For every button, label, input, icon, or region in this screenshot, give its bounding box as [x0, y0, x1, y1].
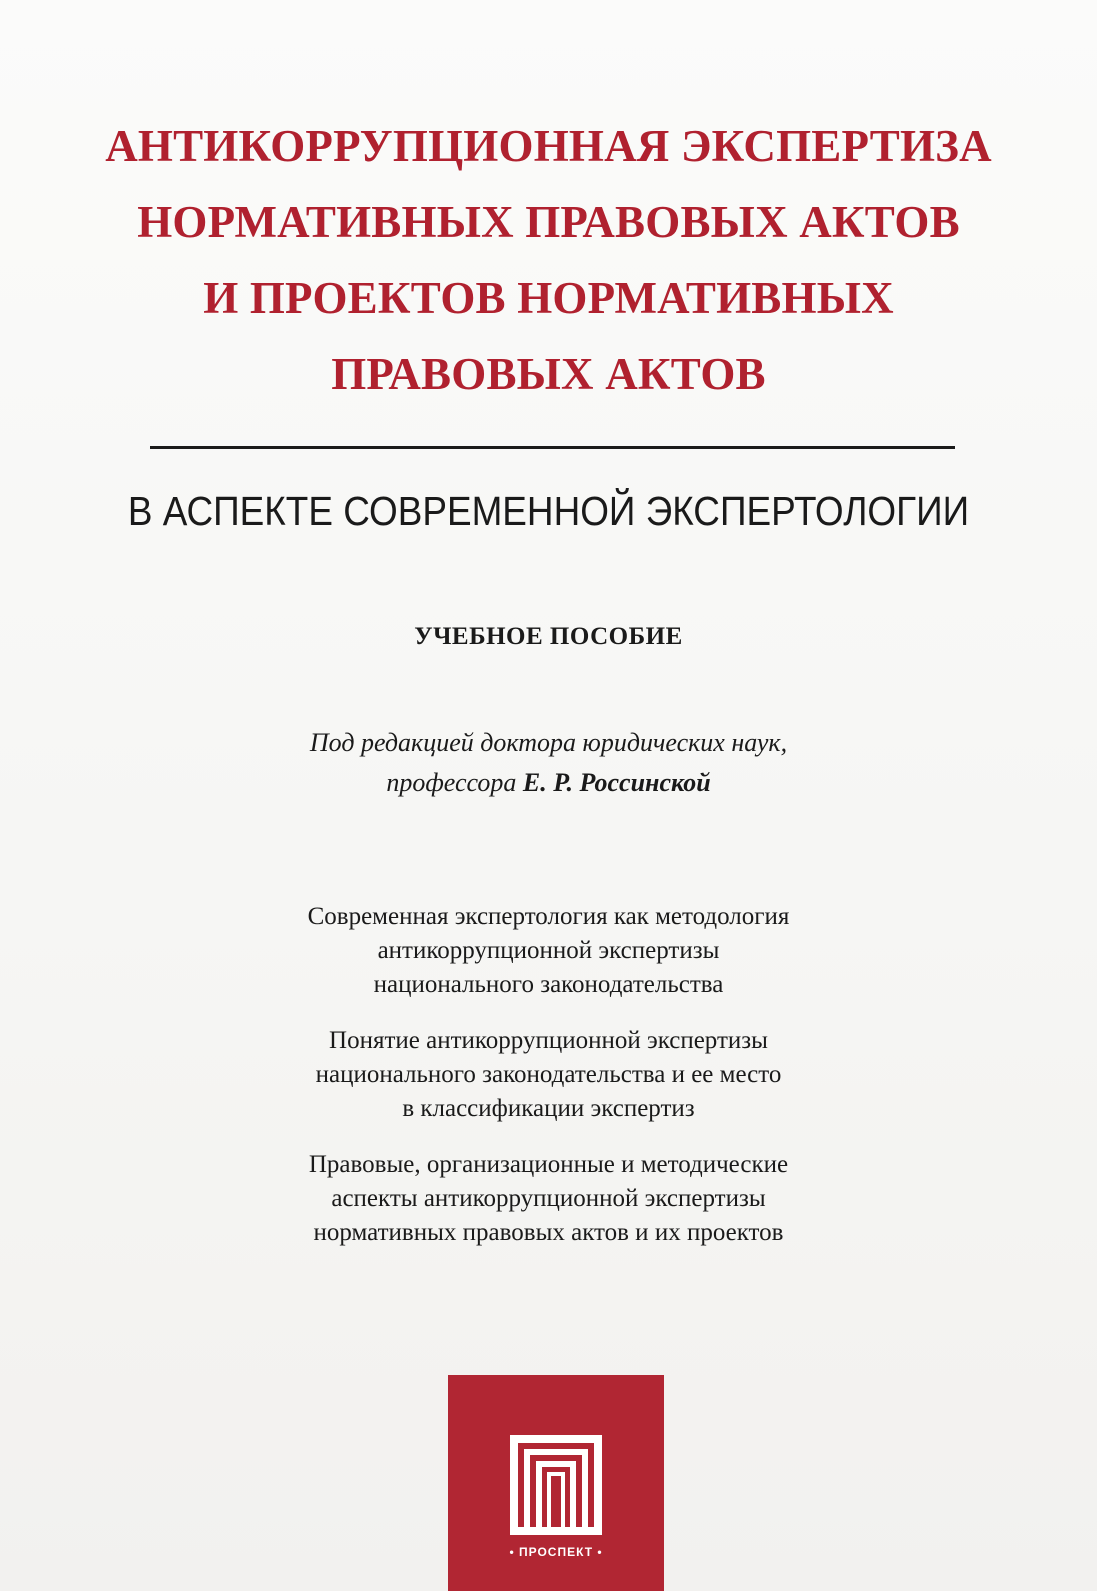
editor-title: профессора	[386, 768, 517, 797]
book-genre: УЧЕБНОЕ ПОСОБИЕ	[414, 623, 683, 650]
title-divider	[150, 446, 955, 449]
publisher-name: • ПРОСПЕКТ •	[509, 1545, 603, 1559]
topic-line: национального законодательства	[373, 971, 724, 998]
topic-line: аспекты антикоррупционной экспертизы	[331, 1185, 766, 1212]
topic-line: Понятие антикоррупционной экспертизы	[329, 1027, 768, 1054]
title-line-2: НОРМАТИВНЫХ ПРАВОВЫХ АКТОВ	[137, 197, 960, 247]
editor-name: Е. Р. Россинской	[522, 768, 711, 797]
topic-item	[60, 1148, 1037, 1250]
topic-line: национального законодательства и ее место	[315, 1061, 782, 1088]
topics-list	[60, 900, 1037, 1272]
topic-item	[60, 900, 1037, 1002]
topic-line: в классификации экспертиз	[402, 1095, 695, 1122]
editor-line-2	[60, 763, 1037, 803]
title-line-3: И ПРОЕКТОВ НОРМАТИВНЫХ	[203, 273, 894, 323]
topic-item	[60, 1024, 1037, 1126]
book-title	[60, 108, 1037, 412]
topic-line: Современная экспертология как методология	[307, 903, 790, 930]
editor-credit	[60, 723, 1037, 803]
publisher-logo	[448, 1375, 664, 1591]
topic-line: антикоррупционной экспертизы	[377, 937, 720, 964]
topic-line: нормативных правовых актов и их проектов	[313, 1219, 784, 1246]
topic-line: Правовые, организационные и методические	[308, 1151, 789, 1178]
editor-line-1: Под редакцией доктора юридических наук,	[309, 728, 788, 757]
title-line-4: ПРАВОВЫХ АКТОВ	[331, 349, 766, 399]
book-subtitle: В АСПЕКТЕ СОВРЕМЕННОЙ ЭКСПЕРТОЛОГИИ	[127, 488, 970, 534]
title-line-1: АНТИКОРРУПЦИОННАЯ ЭКСПЕРТИЗА	[105, 121, 992, 171]
